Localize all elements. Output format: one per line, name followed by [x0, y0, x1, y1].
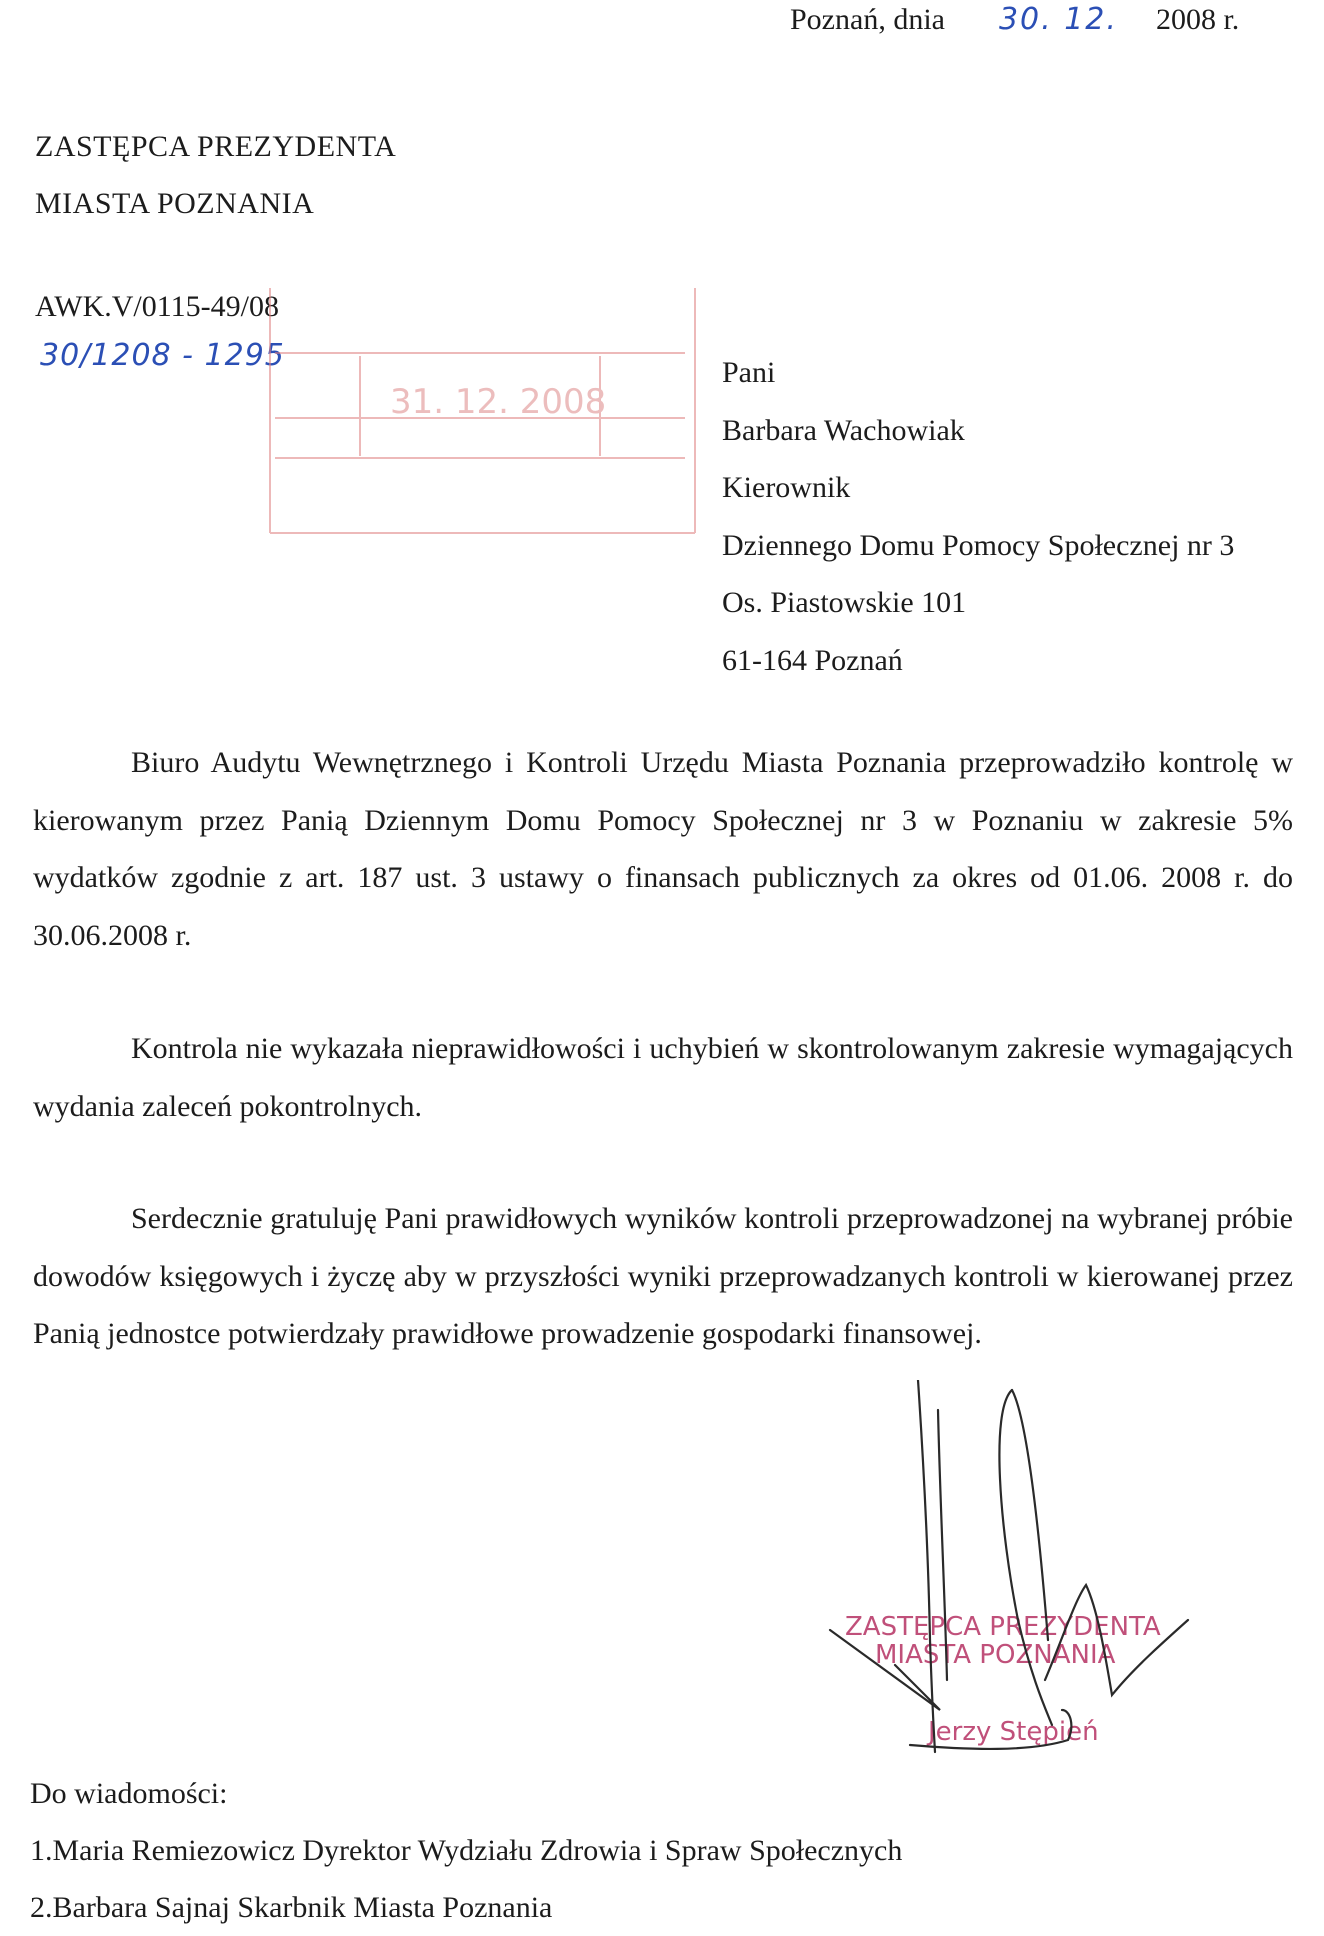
distribution-item-1: 1.Maria Remiezowicz Dyrektor Wydziału Zdrowia i Spraw Społecznych: [30, 1834, 903, 1867]
sender-line-2: MIASTA POZNANIA: [35, 187, 315, 220]
date-year: 2008 r.: [1155, 3, 1240, 36]
handwritten-signature: [830, 1380, 1188, 1752]
paragraph-1-text: Biuro Audytu Wewnętrznego i Kontroli Urzędu Miasta Poznania przeprowadziło kontrolę w kierowanym przez Panią Dziennym Domu Pomocy Społecznej nr 3 w Poznaniu w zakresie 5% wydatków zgodnie z art. 187 ust. 3 ustawy o finansach publicznych za okres od 01.06. 2008 r. do 30.06.2008 r.: [33, 746, 1293, 952]
paragraph-3-text: Serdecznie gratuluję Pani prawidłowych wyników kontroli przeprowadzonej na wybranej próbie dowodów księgowych i życzę aby w przyszłości wyniki przeprowadzanych kontroli w kierowanej przez Panią jednostce potwierdzały prawidłowe prowadzenie gospodarki finansowej.: [33, 1202, 1293, 1350]
addressee-block: [722, 344, 1234, 689]
sender-line-1: ZASTĘPCA PREZYDENTA: [35, 130, 397, 163]
addressee-title: Kierownik: [722, 471, 851, 504]
sender-block: [35, 118, 396, 232]
addressee-street: Os. Piastowskie 101: [722, 586, 967, 619]
distribution-item-2: 2.Barbara Sajnaj Skarbnik Miasta Poznania: [30, 1891, 553, 1924]
addressee-salutation: Pani: [722, 356, 776, 389]
place-date-prefix: Poznań, dnia: [790, 3, 945, 36]
distribution-heading: Do wiadomości:: [30, 1777, 228, 1810]
handwritten-reference: 30/1208 - 1295: [40, 338, 285, 373]
signature-block: [800, 1380, 1260, 1760]
place-date-line: [790, 2, 1239, 38]
signature-stamp-line-2: MIASTA POZNANIA: [875, 1640, 1116, 1670]
body-paragraph-2: [33, 1020, 1293, 1135]
body-paragraph-1: [33, 734, 1293, 964]
handwritten-date: 30. 12.: [998, 2, 1118, 37]
addressee-institution: Dziennego Domu Pomocy Społecznej nr 3: [722, 528, 1235, 562]
signature-stamp-line-1: ZASTĘPCA PREZYDENTA: [845, 1612, 1161, 1642]
paragraph-2-text: Kontrola nie wykazała nieprawidłowości i uchybień w skontrolowanym zakresie wymagających wydania zaleceń pokontrolnych.: [33, 1032, 1293, 1123]
registry-stamp-date: 31. 12. 2008: [390, 382, 607, 422]
registry-stamp: [265, 278, 700, 543]
addressee-name: Barbara Wachowiak: [722, 413, 965, 447]
body-paragraph-3: [33, 1190, 1293, 1363]
signature-stamp: [845, 1612, 1161, 1747]
signature-stamp-name: Jerzy Stępień: [928, 1717, 1099, 1747]
addressee-city: 61-164 Poznań: [722, 643, 903, 677]
reference-number: AWK.V/0115-49/08: [35, 290, 279, 323]
distribution-block: [30, 1765, 902, 1936]
